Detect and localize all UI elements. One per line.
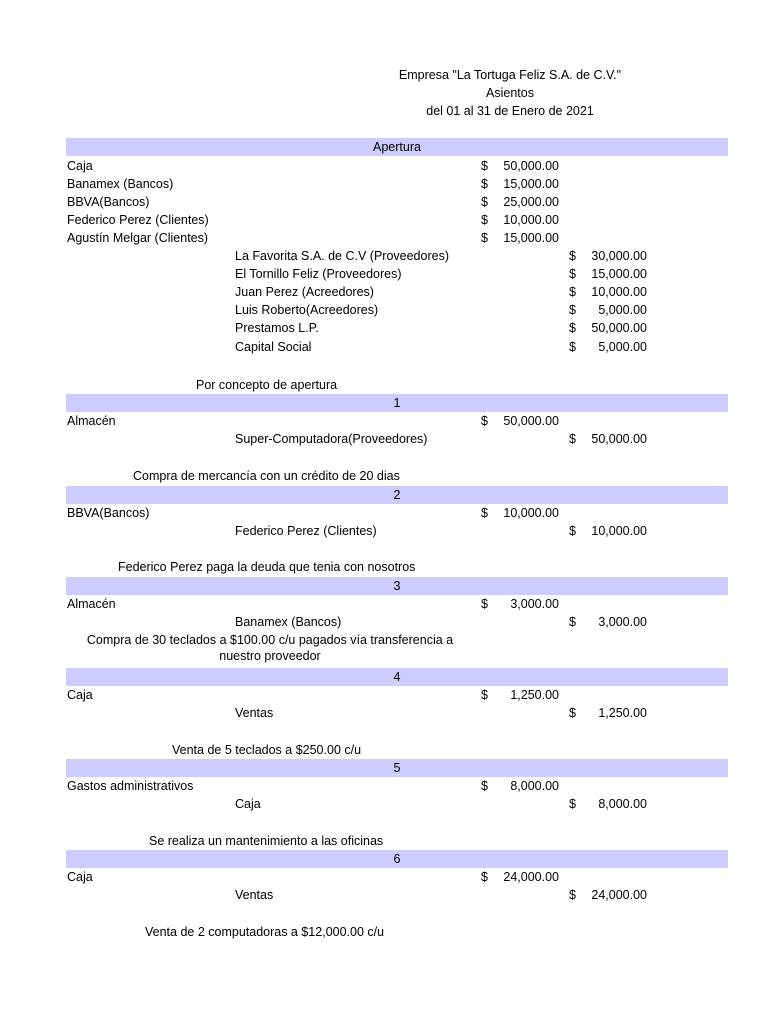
debit-amount: 3,000.00 [510, 597, 559, 611]
credit-amount: 50,000.00 [591, 321, 647, 335]
account-name: Federico Perez (Clientes) [235, 524, 377, 538]
debit-amount: 25,000.00 [503, 195, 559, 209]
credit-amount: 50,000.00 [591, 432, 647, 446]
debit-row [0, 595, 768, 613]
company-name: Empresa "La Tortuga Feliz S.A. de C.V." [398, 68, 622, 82]
currency-symbol: $ [569, 524, 576, 538]
debit-row [0, 504, 768, 522]
account-name: Federico Perez (Clientes) [67, 213, 209, 227]
credit-row [0, 795, 768, 813]
entry-title: 1 [393, 396, 401, 410]
currency-symbol: $ [481, 779, 488, 793]
account-name: Luis Roberto(Acreedores) [235, 303, 379, 317]
account-name: Ventas [235, 888, 274, 902]
account-name: El Tornillo Feliz (Proveedores) [235, 267, 402, 281]
debit-amount: 10,000.00 [503, 506, 559, 520]
currency-symbol: $ [481, 688, 488, 702]
credit-row [0, 522, 768, 540]
currency-symbol: $ [569, 340, 576, 354]
debit-row [0, 777, 768, 795]
credit-amount: 5,000.00 [598, 303, 647, 317]
currency-symbol: $ [481, 414, 488, 428]
debit-amount: 1,250.00 [510, 688, 559, 702]
debit-amount: 50,000.00 [503, 414, 559, 428]
debit-row [0, 193, 768, 211]
credit-row [0, 319, 768, 337]
entry-concept: Por concepto de apertura [196, 378, 338, 392]
currency-symbol: $ [569, 321, 576, 335]
account-name: Caja [67, 688, 93, 702]
credit-amount: 10,000.00 [591, 285, 647, 299]
currency-symbol: $ [481, 159, 488, 173]
period-label: del 01 al 31 de Enero de 2021 [426, 104, 594, 118]
credit-row [0, 338, 768, 356]
account-name: Almacén [67, 597, 116, 611]
entry-concept: Venta de 5 teclados a $250.00 c/u [172, 743, 362, 757]
credit-row [0, 301, 768, 319]
entry-concept: Federico Perez paga la deuda que tenia con nosotros [118, 560, 416, 574]
entry-concept: Compra de 30 teclados a $100.00 c/u pagados vía transferencia a nuestro proveedor [86, 633, 454, 663]
currency-symbol: $ [569, 432, 576, 446]
account-name: Prestamos L.P. [235, 321, 319, 335]
account-name: Banamex (Bancos) [235, 615, 342, 629]
currency-symbol: $ [481, 597, 488, 611]
currency-symbol: $ [569, 615, 576, 629]
account-name: Almacén [67, 414, 116, 428]
credit-row [0, 886, 768, 904]
entry-header [66, 850, 728, 868]
currency-symbol: $ [569, 267, 576, 281]
account-name: Banamex (Bancos) [67, 177, 174, 191]
account-name: BBVA(Bancos) [67, 506, 150, 520]
credit-amount: 30,000.00 [591, 249, 647, 263]
debit-row [0, 868, 768, 886]
currency-symbol: $ [481, 195, 488, 209]
entry-concept: Se realiza un mantenimiento a las oficinas [149, 834, 384, 848]
debit-row [0, 157, 768, 175]
entry-header [66, 486, 728, 504]
entry-header [66, 394, 728, 412]
entry-header [66, 668, 728, 686]
account-name: Caja [235, 797, 261, 811]
credit-row [0, 430, 768, 448]
entry-header [66, 577, 728, 595]
account-name: La Favorita S.A. de C.V (Proveedores) [235, 249, 449, 263]
currency-symbol: $ [569, 285, 576, 299]
account-name: Agustín Melgar (Clientes) [67, 231, 209, 245]
entry-title: Apertura [373, 140, 421, 154]
currency-symbol: $ [569, 888, 576, 902]
debit-row [0, 412, 768, 430]
account-name: Gastos administrativos [67, 779, 194, 793]
entry-header [66, 759, 728, 777]
credit-amount: 24,000.00 [591, 888, 647, 902]
document-subtitle: Asientos [486, 86, 534, 100]
currency-symbol: $ [481, 870, 488, 884]
entry-header [66, 138, 728, 156]
debit-amount: 15,000.00 [503, 231, 559, 245]
account-name: Caja [67, 159, 93, 173]
debit-amount: 24,000.00 [503, 870, 559, 884]
currency-symbol: $ [481, 177, 488, 191]
debit-amount: 15,000.00 [503, 177, 559, 191]
credit-amount: 5,000.00 [598, 340, 647, 354]
credit-amount: 3,000.00 [598, 615, 647, 629]
entry-title: 6 [393, 852, 401, 866]
currency-symbol: $ [569, 797, 576, 811]
currency-symbol: $ [481, 231, 488, 245]
credit-amount: 1,250.00 [598, 706, 647, 720]
account-name: Juan Perez (Acreedores) [235, 285, 374, 299]
debit-row [0, 211, 768, 229]
account-name: BBVA(Bancos) [67, 195, 150, 209]
credit-row [0, 247, 768, 265]
currency-symbol: $ [481, 213, 488, 227]
credit-row [0, 613, 768, 631]
debit-amount: 8,000.00 [510, 779, 559, 793]
currency-symbol: $ [569, 303, 576, 317]
credit-row [0, 704, 768, 722]
account-name: Ventas [235, 706, 274, 720]
currency-symbol: $ [481, 506, 488, 520]
debit-row [0, 175, 768, 193]
credit-row [0, 283, 768, 301]
debit-amount: 50,000.00 [503, 159, 559, 173]
currency-symbol: $ [569, 706, 576, 720]
credit-amount: 15,000.00 [591, 267, 647, 281]
credit-amount: 8,000.00 [598, 797, 647, 811]
entry-concept: Compra de mercancía con un crédito de 20 dias [133, 469, 400, 483]
entry-title: 4 [393, 670, 401, 684]
entry-title: 5 [393, 761, 401, 775]
debit-amount: 10,000.00 [503, 213, 559, 227]
credit-amount: 10,000.00 [591, 524, 647, 538]
account-name: Capital Social [235, 340, 312, 354]
entry-concept: Venta de 2 computadoras a $12,000.00 c/u [145, 925, 385, 939]
currency-symbol: $ [569, 249, 576, 263]
entry-title: 3 [393, 579, 401, 593]
credit-row [0, 265, 768, 283]
account-name: Caja [67, 870, 93, 884]
debit-row [0, 229, 768, 247]
debit-row [0, 686, 768, 704]
entry-title: 2 [393, 488, 401, 502]
account-name: Super-Computadora(Proveedores) [235, 432, 428, 446]
